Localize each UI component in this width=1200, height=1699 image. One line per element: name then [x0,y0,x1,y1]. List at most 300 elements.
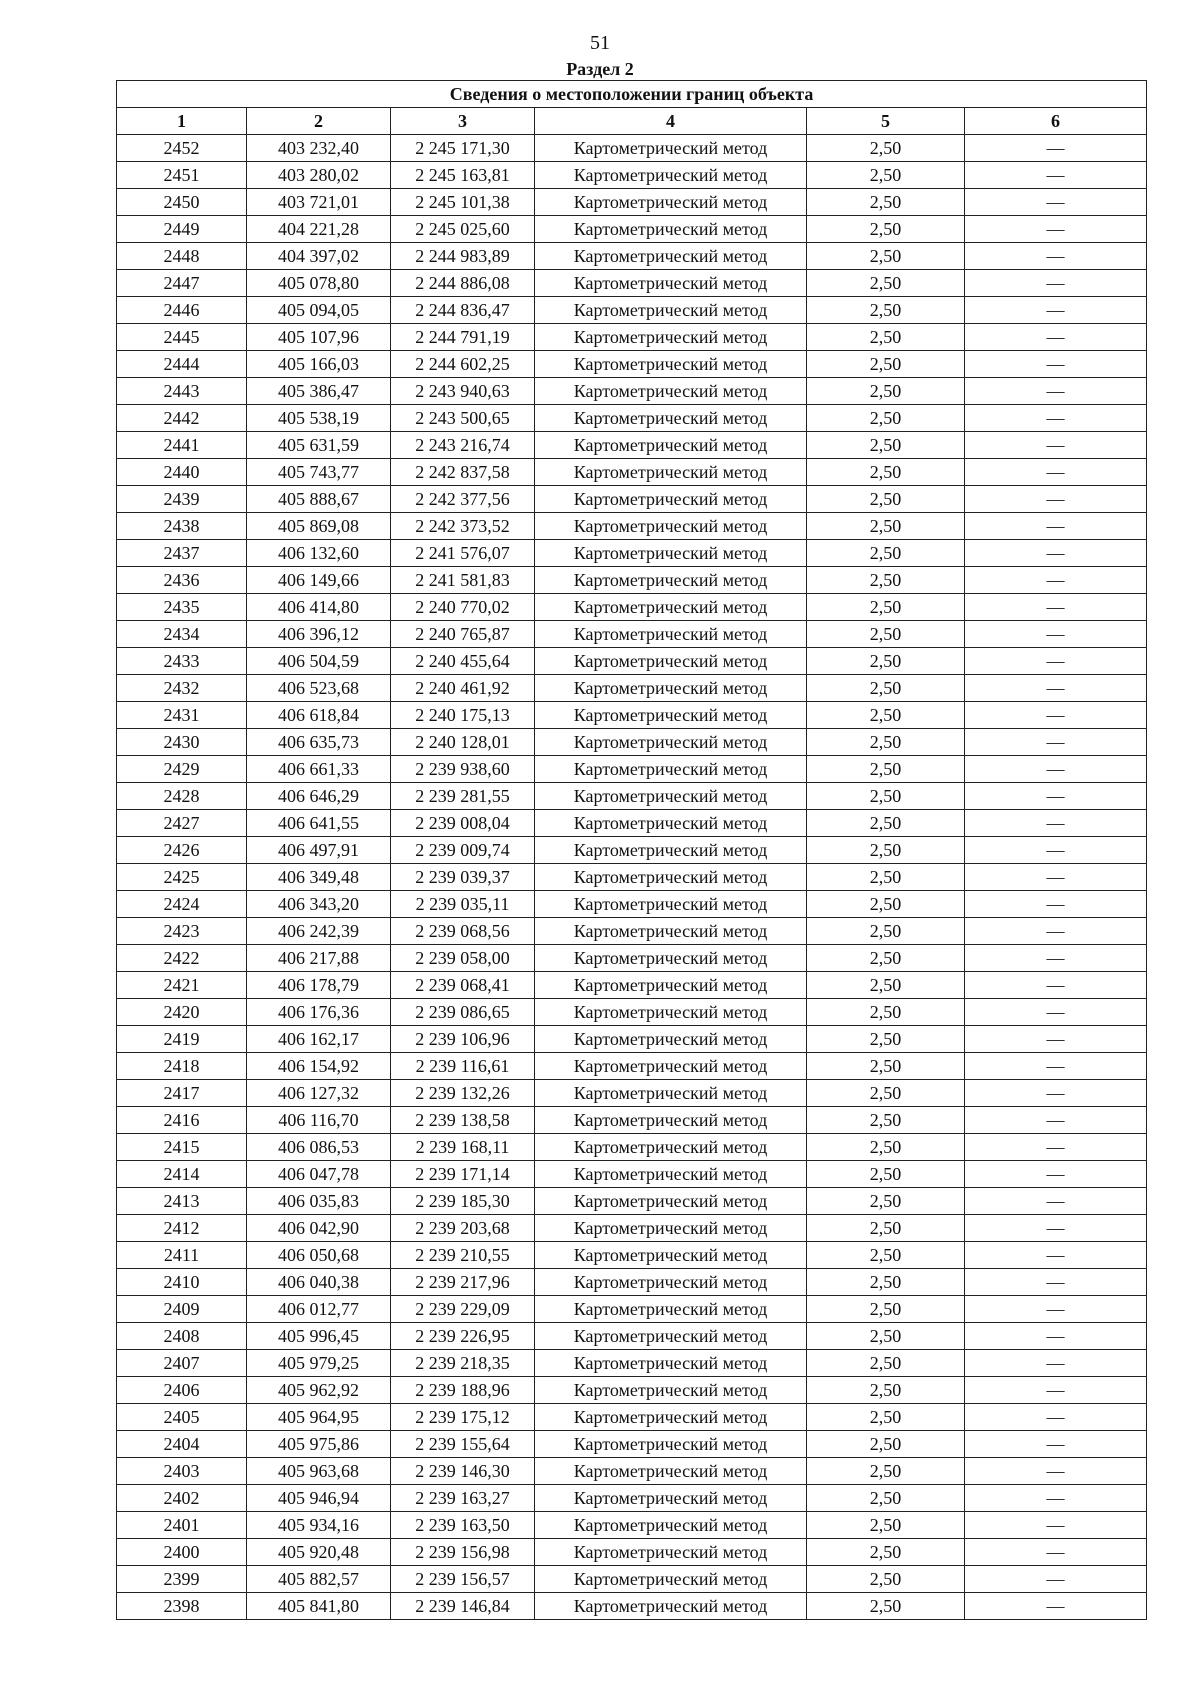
method-cell: Картометрический метод [535,1404,807,1431]
note-cell: — [965,243,1147,270]
table-row [117,1269,1147,1296]
note-cell: — [965,810,1147,837]
method-cell: Картометрический метод [535,810,807,837]
method-cell: Картометрический метод [535,378,807,405]
y-coordinate-cell: 2 239 058,00 [391,945,535,972]
accuracy-cell: 2,50 [807,513,965,540]
x-coordinate-cell: 406 414,80 [247,594,391,621]
point-number-cell: 2398 [117,1593,247,1620]
note-cell: — [965,1323,1147,1350]
note-cell: — [965,378,1147,405]
x-coordinate-cell: 406 132,60 [247,540,391,567]
x-coordinate-cell: 406 154,92 [247,1053,391,1080]
table-row [117,459,1147,486]
point-number-cell: 2450 [117,189,247,216]
note-cell: — [965,324,1147,351]
note-cell: — [965,729,1147,756]
x-coordinate-cell: 405 946,94 [247,1485,391,1512]
method-cell: Картометрический метод [535,648,807,675]
accuracy-cell: 2,50 [807,1188,965,1215]
accuracy-cell: 2,50 [807,1242,965,1269]
y-coordinate-cell: 2 239 210,55 [391,1242,535,1269]
y-coordinate-cell: 2 245 025,60 [391,216,535,243]
accuracy-cell: 2,50 [807,1350,965,1377]
accuracy-cell: 2,50 [807,1215,965,1242]
table-row [117,1215,1147,1242]
y-coordinate-cell: 2 243 940,63 [391,378,535,405]
accuracy-cell: 2,50 [807,837,965,864]
point-number-cell: 2430 [117,729,247,756]
y-coordinate-cell: 2 239 218,35 [391,1350,535,1377]
accuracy-cell: 2,50 [807,783,965,810]
note-cell: — [965,1458,1147,1485]
accuracy-cell: 2,50 [807,1593,965,1620]
point-number-cell: 2437 [117,540,247,567]
x-coordinate-cell: 406 523,68 [247,675,391,702]
x-coordinate-cell: 405 963,68 [247,1458,391,1485]
y-coordinate-cell: 2 244 602,25 [391,351,535,378]
accuracy-cell: 2,50 [807,162,965,189]
table-row [117,540,1147,567]
table-row [117,756,1147,783]
x-coordinate-cell: 405 882,57 [247,1566,391,1593]
method-cell: Картометрический метод [535,351,807,378]
x-coordinate-cell: 406 162,17 [247,1026,391,1053]
method-cell: Картометрический метод [535,945,807,972]
accuracy-cell: 2,50 [807,945,965,972]
point-number-cell: 2429 [117,756,247,783]
accuracy-cell: 2,50 [807,297,965,324]
y-coordinate-cell: 2 239 185,30 [391,1188,535,1215]
note-cell: — [965,459,1147,486]
note-cell: — [965,999,1147,1026]
note-cell: — [965,1296,1147,1323]
method-cell: Картометрический метод [535,1512,807,1539]
y-coordinate-cell: 2 239 146,30 [391,1458,535,1485]
note-cell: — [965,1026,1147,1053]
accuracy-cell: 2,50 [807,540,965,567]
method-cell: Картометрический метод [535,540,807,567]
y-coordinate-cell: 2 241 576,07 [391,540,535,567]
note-cell: — [965,648,1147,675]
x-coordinate-cell: 406 116,70 [247,1107,391,1134]
y-coordinate-cell: 2 239 106,96 [391,1026,535,1053]
point-number-cell: 2406 [117,1377,247,1404]
note-cell: — [965,756,1147,783]
method-cell: Картометрический метод [535,1269,807,1296]
note-cell: — [965,594,1147,621]
x-coordinate-cell: 405 975,86 [247,1431,391,1458]
y-coordinate-cell: 2 239 163,50 [391,1512,535,1539]
note-cell: — [965,1134,1147,1161]
point-number-cell: 2438 [117,513,247,540]
accuracy-cell: 2,50 [807,270,965,297]
x-coordinate-cell: 405 538,19 [247,405,391,432]
x-coordinate-cell: 406 035,83 [247,1188,391,1215]
table-row [117,162,1147,189]
point-number-cell: 2424 [117,891,247,918]
method-cell: Картометрический метод [535,1215,807,1242]
method-cell: Картометрический метод [535,1566,807,1593]
note-cell: — [965,1566,1147,1593]
method-cell: Картометрический метод [535,1350,807,1377]
accuracy-cell: 2,50 [807,1512,965,1539]
x-coordinate-cell: 406 047,78 [247,1161,391,1188]
x-coordinate-cell: 406 040,38 [247,1269,391,1296]
column-header-row [117,108,1147,135]
x-coordinate-cell: 405 841,80 [247,1593,391,1620]
column-header: 3 [391,108,535,135]
method-cell: Картометрический метод [535,918,807,945]
method-cell: Картометрический метод [535,135,807,162]
x-coordinate-cell: 405 979,25 [247,1350,391,1377]
point-number-cell: 2405 [117,1404,247,1431]
x-coordinate-cell: 406 149,66 [247,567,391,594]
column-header: 1 [117,108,247,135]
method-cell: Картометрический метод [535,972,807,999]
x-coordinate-cell: 406 176,36 [247,999,391,1026]
table-row [117,972,1147,999]
table-caption-row [117,81,1147,108]
point-number-cell: 2409 [117,1296,247,1323]
x-coordinate-cell: 406 012,77 [247,1296,391,1323]
table-row [117,378,1147,405]
point-number-cell: 2447 [117,270,247,297]
table-row [117,189,1147,216]
x-coordinate-cell: 406 086,53 [247,1134,391,1161]
y-coordinate-cell: 2 239 203,68 [391,1215,535,1242]
note-cell: — [965,1188,1147,1215]
point-number-cell: 2417 [117,1080,247,1107]
table-row [117,729,1147,756]
point-number-cell: 2444 [117,351,247,378]
accuracy-cell: 2,50 [807,486,965,513]
point-number-cell: 2421 [117,972,247,999]
method-cell: Картометрический метод [535,891,807,918]
table-row [117,351,1147,378]
method-cell: Картометрический метод [535,459,807,486]
method-cell: Картометрический метод [535,756,807,783]
method-cell: Картометрический метод [535,216,807,243]
point-number-cell: 2440 [117,459,247,486]
note-cell: — [965,162,1147,189]
y-coordinate-cell: 2 244 791,19 [391,324,535,351]
y-coordinate-cell: 2 239 086,65 [391,999,535,1026]
table-row [117,1350,1147,1377]
note-cell: — [965,1080,1147,1107]
note-cell: — [965,864,1147,891]
table-row [117,1377,1147,1404]
note-cell: — [965,1485,1147,1512]
accuracy-cell: 2,50 [807,216,965,243]
method-cell: Картометрический метод [535,486,807,513]
accuracy-cell: 2,50 [807,378,965,405]
note-cell: — [965,270,1147,297]
x-coordinate-cell: 406 396,12 [247,621,391,648]
method-cell: Картометрический метод [535,675,807,702]
accuracy-cell: 2,50 [807,351,965,378]
page-number: 51 [590,32,610,54]
note-cell: — [965,1404,1147,1431]
table-row [117,1512,1147,1539]
method-cell: Картометрический метод [535,1593,807,1620]
method-cell: Картометрический метод [535,1188,807,1215]
point-number-cell: 2403 [117,1458,247,1485]
accuracy-cell: 2,50 [807,432,965,459]
accuracy-cell: 2,50 [807,756,965,783]
x-coordinate-cell: 405 743,77 [247,459,391,486]
table-row [117,999,1147,1026]
x-coordinate-cell: 403 721,01 [247,189,391,216]
point-number-cell: 2439 [117,486,247,513]
x-coordinate-cell: 406 618,84 [247,702,391,729]
method-cell: Картометрический метод [535,162,807,189]
table-row [117,1242,1147,1269]
y-coordinate-cell: 2 239 116,61 [391,1053,535,1080]
y-coordinate-cell: 2 239 068,56 [391,918,535,945]
method-cell: Картометрический метод [535,594,807,621]
x-coordinate-cell: 405 934,16 [247,1512,391,1539]
x-coordinate-cell: 403 232,40 [247,135,391,162]
y-coordinate-cell: 2 239 009,74 [391,837,535,864]
point-number-cell: 2428 [117,783,247,810]
point-number-cell: 2436 [117,567,247,594]
y-coordinate-cell: 2 242 837,58 [391,459,535,486]
x-coordinate-cell: 405 962,92 [247,1377,391,1404]
table-row [117,1296,1147,1323]
point-number-cell: 2448 [117,243,247,270]
table-row [117,594,1147,621]
method-cell: Картометрический метод [535,324,807,351]
method-cell: Картометрический метод [535,432,807,459]
method-cell: Картометрический метод [535,1377,807,1404]
point-number-cell: 2400 [117,1539,247,1566]
point-number-cell: 2434 [117,621,247,648]
method-cell: Картометрический метод [535,1296,807,1323]
y-coordinate-cell: 2 239 168,11 [391,1134,535,1161]
x-coordinate-cell: 406 217,88 [247,945,391,972]
accuracy-cell: 2,50 [807,135,965,162]
note-cell: — [965,1593,1147,1620]
accuracy-cell: 2,50 [807,702,965,729]
note-cell: — [965,486,1147,513]
method-cell: Картометрический метод [535,270,807,297]
accuracy-cell: 2,50 [807,972,965,999]
y-coordinate-cell: 2 240 461,92 [391,675,535,702]
y-coordinate-cell: 2 239 156,57 [391,1566,535,1593]
table-row [117,1566,1147,1593]
y-coordinate-cell: 2 239 156,98 [391,1539,535,1566]
table-row [117,1134,1147,1161]
table-row [117,648,1147,675]
table-row [117,1404,1147,1431]
table-row [117,1485,1147,1512]
table-row [117,1080,1147,1107]
x-coordinate-cell: 406 050,68 [247,1242,391,1269]
accuracy-cell: 2,50 [807,1026,965,1053]
note-cell: — [965,1161,1147,1188]
note-cell: — [965,945,1147,972]
point-number-cell: 2441 [117,432,247,459]
y-coordinate-cell: 2 239 281,55 [391,783,535,810]
point-number-cell: 2408 [117,1323,247,1350]
note-cell: — [965,783,1147,810]
accuracy-cell: 2,50 [807,1080,965,1107]
method-cell: Картометрический метод [535,567,807,594]
y-coordinate-cell: 2 239 155,64 [391,1431,535,1458]
x-coordinate-cell: 406 349,48 [247,864,391,891]
note-cell: — [965,405,1147,432]
x-coordinate-cell: 406 661,33 [247,756,391,783]
y-coordinate-cell: 2 239 188,96 [391,1377,535,1404]
point-number-cell: 2435 [117,594,247,621]
table-row [117,270,1147,297]
y-coordinate-cell: 2 244 836,47 [391,297,535,324]
table-row [117,783,1147,810]
column-header: 2 [247,108,391,135]
point-number-cell: 2411 [117,1242,247,1269]
method-cell: Картометрический метод [535,513,807,540]
y-coordinate-cell: 2 239 175,12 [391,1404,535,1431]
point-number-cell: 2401 [117,1512,247,1539]
point-number-cell: 2445 [117,324,247,351]
note-cell: — [965,621,1147,648]
x-coordinate-cell: 405 631,59 [247,432,391,459]
point-number-cell: 2413 [117,1188,247,1215]
method-cell: Картометрический метод [535,1485,807,1512]
accuracy-cell: 2,50 [807,1431,965,1458]
x-coordinate-cell: 406 497,91 [247,837,391,864]
x-coordinate-cell: 405 107,96 [247,324,391,351]
point-number-cell: 2407 [117,1350,247,1377]
table-row [117,567,1147,594]
table-row [117,324,1147,351]
point-number-cell: 2402 [117,1485,247,1512]
note-cell: — [965,189,1147,216]
y-coordinate-cell: 2 245 163,81 [391,162,535,189]
point-number-cell: 2427 [117,810,247,837]
accuracy-cell: 2,50 [807,1377,965,1404]
y-coordinate-cell: 2 239 226,95 [391,1323,535,1350]
table-row [117,675,1147,702]
table-row [117,1458,1147,1485]
y-coordinate-cell: 2 239 229,09 [391,1296,535,1323]
note-cell: — [965,1107,1147,1134]
table-row [117,702,1147,729]
x-coordinate-cell: 405 964,95 [247,1404,391,1431]
point-number-cell: 2422 [117,945,247,972]
accuracy-cell: 2,50 [807,1566,965,1593]
accuracy-cell: 2,50 [807,675,965,702]
method-cell: Картометрический метод [535,1107,807,1134]
note-cell: — [965,1431,1147,1458]
note-cell: — [965,702,1147,729]
point-number-cell: 2412 [117,1215,247,1242]
accuracy-cell: 2,50 [807,1053,965,1080]
y-coordinate-cell: 2 240 455,64 [391,648,535,675]
x-coordinate-cell: 404 397,02 [247,243,391,270]
method-cell: Картометрический метод [535,1242,807,1269]
accuracy-cell: 2,50 [807,864,965,891]
accuracy-cell: 2,50 [807,1134,965,1161]
table-row [117,1323,1147,1350]
point-number-cell: 2415 [117,1134,247,1161]
y-coordinate-cell: 2 239 068,41 [391,972,535,999]
point-number-cell: 2449 [117,216,247,243]
column-header: 5 [807,108,965,135]
x-coordinate-cell: 406 042,90 [247,1215,391,1242]
y-coordinate-cell: 2 240 765,87 [391,621,535,648]
method-cell: Картометрический метод [535,1161,807,1188]
method-cell: Картометрический метод [535,1431,807,1458]
note-cell: — [965,837,1147,864]
y-coordinate-cell: 2 239 035,11 [391,891,535,918]
method-cell: Картометрический метод [535,1539,807,1566]
note-cell: — [965,1350,1147,1377]
x-coordinate-cell: 406 646,29 [247,783,391,810]
method-cell: Картометрический метод [535,297,807,324]
table-row [117,513,1147,540]
y-coordinate-cell: 2 240 770,02 [391,594,535,621]
note-cell: — [965,918,1147,945]
x-coordinate-cell: 405 166,03 [247,351,391,378]
column-header: 4 [535,108,807,135]
note-cell: — [965,351,1147,378]
y-coordinate-cell: 2 239 039,37 [391,864,535,891]
accuracy-cell: 2,50 [807,621,965,648]
note-cell: — [965,1215,1147,1242]
table-row [117,1161,1147,1188]
x-coordinate-cell: 406 504,59 [247,648,391,675]
point-number-cell: 2446 [117,297,247,324]
note-cell: — [965,1539,1147,1566]
table-row [117,243,1147,270]
accuracy-cell: 2,50 [807,324,965,351]
accuracy-cell: 2,50 [807,594,965,621]
point-number-cell: 2442 [117,405,247,432]
table-caption: Сведения о местоположении границ объекта [117,81,1147,108]
point-number-cell: 2426 [117,837,247,864]
table-body [117,135,1147,1620]
point-number-cell: 2404 [117,1431,247,1458]
y-coordinate-cell: 2 245 101,38 [391,189,535,216]
table-row [117,891,1147,918]
x-coordinate-cell: 405 094,05 [247,297,391,324]
y-coordinate-cell: 2 242 377,56 [391,486,535,513]
x-coordinate-cell: 405 888,67 [247,486,391,513]
point-number-cell: 2418 [117,1053,247,1080]
table-row [117,1539,1147,1566]
y-coordinate-cell: 2 239 217,96 [391,1269,535,1296]
note-cell: — [965,1242,1147,1269]
y-coordinate-cell: 2 243 216,74 [391,432,535,459]
y-coordinate-cell: 2 239 138,58 [391,1107,535,1134]
note-cell: — [965,297,1147,324]
point-number-cell: 2423 [117,918,247,945]
accuracy-cell: 2,50 [807,1458,965,1485]
point-number-cell: 2432 [117,675,247,702]
accuracy-cell: 2,50 [807,1269,965,1296]
x-coordinate-cell: 406 127,32 [247,1080,391,1107]
accuracy-cell: 2,50 [807,1323,965,1350]
x-coordinate-cell: 406 242,39 [247,918,391,945]
y-coordinate-cell: 2 242 373,52 [391,513,535,540]
table-row [117,621,1147,648]
x-coordinate-cell: 405 920,48 [247,1539,391,1566]
accuracy-cell: 2,50 [807,1539,965,1566]
y-coordinate-cell: 2 241 581,83 [391,567,535,594]
method-cell: Картометрический метод [535,702,807,729]
